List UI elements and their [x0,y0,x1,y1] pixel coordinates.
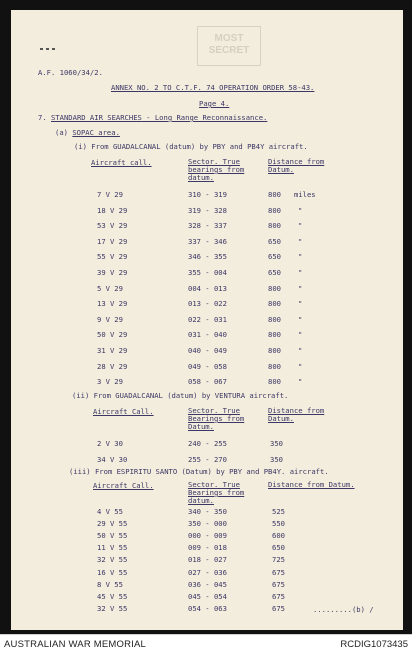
row-unit: " [298,252,303,261]
column-sector: Datum. [188,422,214,431]
row-distance: 675 [272,580,285,589]
row-distance: 800 [268,299,281,308]
row-distance: 800 [268,377,281,386]
row-sector: 350 - 000 [188,519,227,528]
footer-institution: AUSTRALIAN WAR MEMORIAL [4,639,147,650]
archive-footer [0,634,412,654]
row-unit: " [298,362,303,371]
row-aircraft-call: 29 V 55 [97,519,128,528]
row-aircraft-call: 28 V 29 [97,362,128,371]
row-distance: 800 [268,221,281,230]
row-sector: 054 - 063 [188,604,227,613]
area-name: SOPAC area. [72,128,120,137]
column-sector: Sector. True [188,406,240,415]
row-aircraft-call: 4 V 55 [97,507,123,516]
row-aircraft-call: 3 V 29 [97,377,123,386]
column-distance: Distance from [268,406,325,415]
row-unit: " [298,284,303,293]
row-sector: 040 - 049 [188,346,227,355]
row-unit: " [298,330,303,339]
column-sector: Sector. True [188,157,240,166]
row-aircraft-call: 53 V 29 [97,221,128,230]
row-aircraft-call: 7 V 29 [97,190,123,199]
column-sector: Bearings from [188,488,245,497]
row-aircraft-call: 39 V 29 [97,268,128,277]
row-sector: 319 - 328 [188,206,227,215]
row-sector: 045 - 054 [188,592,227,601]
row-aircraft-call: 50 V 55 [97,531,128,540]
column-distance: Distance from Datum. [268,480,355,489]
row-distance: 675 [272,568,285,577]
area-heading [55,128,120,137]
row-distance: 800 [268,206,281,215]
row-unit: " [298,206,303,215]
pencil-mark [40,35,62,37]
row-distance: 650 [268,237,281,246]
row-aircraft-call: 55 V 29 [97,252,128,261]
row-sector: 009 - 018 [188,543,227,552]
column-aircraft-call: Aircraft Call. [93,407,154,416]
row-distance: 800 [268,330,281,339]
row-aircraft-call: 8 V 55 [97,580,123,589]
row-unit: " [298,377,303,386]
row-aircraft-call: 17 V 29 [97,237,128,246]
group-heading: (iii) From ESPIRITU SANTO (Datum) by PBY and PB4Y. aircraft. [69,467,329,476]
row-distance: 650 [268,252,281,261]
column-sector: datum. [188,173,214,182]
continuation-note: .........(b) / [313,605,374,614]
area-label: (a) [55,128,68,137]
row-aircraft-call: 5 V 29 [97,284,123,293]
column-sector: bearings from [188,165,245,174]
page-number: Page 4. [199,99,230,108]
row-aircraft-call: 32 V 55 [97,604,128,613]
document-page [11,10,403,630]
row-distance: 600 [272,531,285,540]
column-distance: Datum. [268,165,294,174]
row-sector: 240 - 255 [188,439,227,448]
row-sector: 337 - 346 [188,237,227,246]
row-distance: 675 [272,592,285,601]
row-sector: 004 - 013 [188,284,227,293]
row-sector: 000 - 009 [188,531,227,540]
footer-record-id: RCDIG1073435 [340,639,408,650]
group-heading: (i) From GUADALCANAL (datum) by PBY and PB4Y aircraft. [74,142,308,151]
row-sector: 328 - 337 [188,221,227,230]
row-distance: 800 [268,346,281,355]
section-number: 7. [38,113,47,122]
row-sector: 355 - 004 [188,268,227,277]
row-distance: 650 [268,268,281,277]
section-title: STANDARD AIR SEARCHES [50,113,142,122]
row-sector: 031 - 040 [188,330,227,339]
row-aircraft-call: 50 V 29 [97,330,128,339]
section-subtitle: - Long Range Reconnaissance. [141,113,268,122]
row-sector: 036 - 045 [188,580,227,589]
row-sector: 022 - 031 [188,315,227,324]
row-sector: 049 - 058 [188,362,227,371]
row-distance: 650 [272,543,285,552]
row-distance: 800 [268,315,281,324]
row-sector: 013 - 022 [188,299,227,308]
row-unit: " [298,346,303,355]
row-aircraft-call: 16 V 55 [97,568,128,577]
section-heading [38,113,267,122]
row-aircraft-call: 18 V 29 [97,206,128,215]
row-distance: 800 [268,362,281,371]
row-sector: 058 - 067 [188,377,227,386]
row-aircraft-call: 45 V 55 [97,592,128,601]
row-unit: " [298,299,303,308]
column-aircraft-call: Aircraft call. [91,158,152,167]
column-sector: Bearings from [188,414,245,423]
group-heading: (ii) From GUADALCANAL (datum) by VENTURA aircraft. [72,391,289,400]
row-distance: 800 [268,190,281,199]
row-aircraft-call: 31 V 29 [97,346,128,355]
row-distance: 350 [270,439,283,448]
watermark-stamp: MOST SECRET [197,26,261,66]
column-aircraft-call: Aircraft Call. [93,481,154,490]
row-distance: 725 [272,555,285,564]
row-aircraft-call: 11 V 55 [97,543,128,552]
row-unit: " [298,221,303,230]
row-sector: 346 - 355 [188,252,227,261]
row-unit: " [298,315,303,324]
file-reference: A.F. 1060/34/2. [38,68,103,77]
row-distance: 525 [272,507,285,516]
row-sector: 310 - 319 [188,190,227,199]
row-distance: 350 [270,455,283,464]
row-aircraft-call: 32 V 55 [97,555,128,564]
row-sector: 255 - 270 [188,455,227,464]
row-aircraft-call: 13 V 29 [97,299,128,308]
row-unit: " [298,237,303,246]
row-distance: 550 [272,519,285,528]
column-sector: Sector. True [188,480,240,489]
row-distance: 675 [272,604,285,613]
row-unit: miles [294,190,316,199]
row-aircraft-call: 9 V 29 [97,315,123,324]
row-aircraft-call: 2 V 30 [97,439,123,448]
row-sector: 018 - 027 [188,555,227,564]
column-distance: Distance from [268,157,325,166]
row-sector: 340 - 350 [188,507,227,516]
row-distance: 800 [268,284,281,293]
row-unit: " [298,268,303,277]
annex-title: ANNEX NO. 2 TO C.T.F. 74 OPERATION ORDER 58-43. [111,83,315,92]
row-sector: 027 - 036 [188,568,227,577]
column-distance: Datum. [268,414,294,423]
column-sector: datum. [188,496,214,505]
row-aircraft-call: 34 V 30 [97,455,128,464]
